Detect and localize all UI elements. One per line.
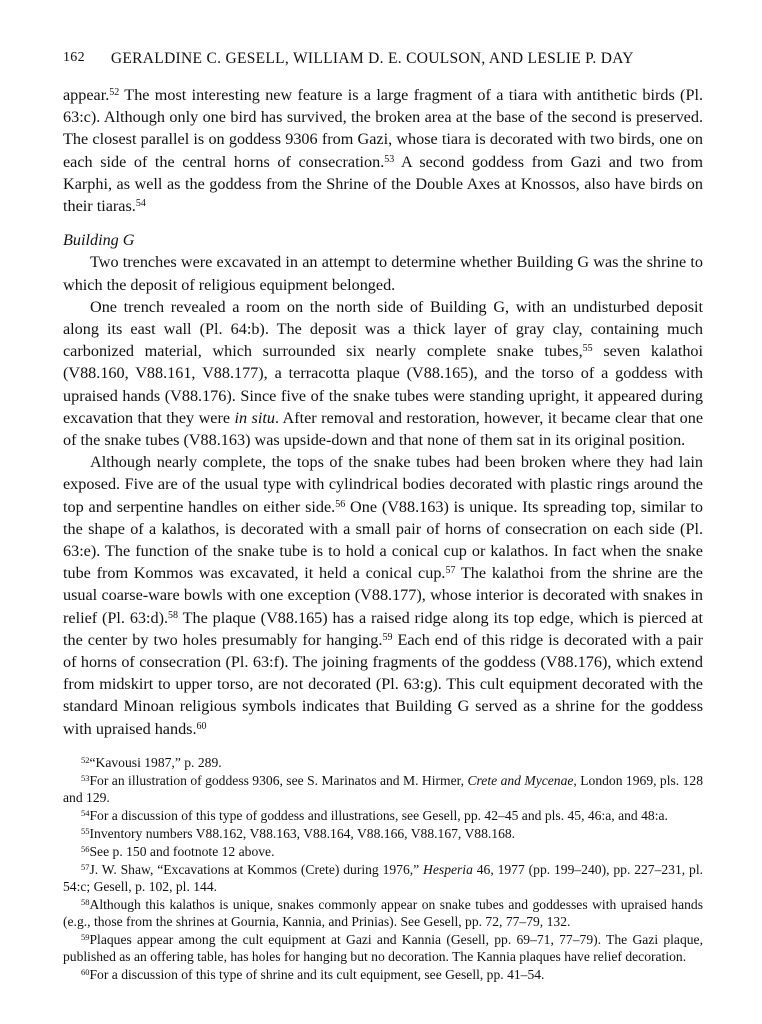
- footnote-59: $^{59}$Plaques appear among the cult equipment at Gazi and Kannia (Gesell, pp. 69–71, 77–79). The Gazi plaque, published as an offering table, has holes for hanging but no decoration. The Kannia plaques have relief decoration.: [63, 931, 703, 964]
- footnote-ref[interactable]: 59: [382, 631, 393, 643]
- footnote-54: $^{54}$For a discussion of this type of goddess and illustrations, see Gesell, pp. 42–45 and pls. 45, 46:a, and 48:a.: [81, 807, 668, 823]
- footnote-ref[interactable]: 56: [335, 498, 346, 510]
- footnote-ref[interactable]: 55: [582, 343, 593, 355]
- body-text: [63, 84, 703, 740]
- footnotes: [63, 754, 703, 983]
- running-head-authors: GERALDINE C. GESELL, WILLIAM D. E. COULSON, AND LESLIE P. DAY: [110, 50, 634, 67]
- footnote-ref[interactable]: 53: [384, 153, 395, 165]
- paragraph-snake-tubes: Although nearly complete, the tops of the snake tubes had been broken where they had lain exposed. Five are of the usual type with cylindrical bodies decorated with plastic rings around the top and serpentine handles on either side.$^{56}$ One (V88.163) is unique. Its spreading top, similar to the shape of a kalathos, is decorated with a small pair of horns of consecration on each side (Pl. 63:e). The function of the snake tube is to hold a conical cup or kalathos. In fact when the snake tube from Kommos was excavated, it held a conical cup.$^{57}$ The kalathoi from the shrine are the usual coarse-ware bowls with one exception (V88.177), whose interior is decorated with snakes in relief (Pl. 63:d).$^{58}$ The plaque (V88.165) has a raised ridge along its top edge, which is pierced at the center by two holes presumably for hanging.$^{59}$ Each end of this ridge is decorated with a pair of horns of consecration (Pl. 63:f). The joining fragments of the goddess (V88.176), which extend from midskirt to upper torso, are not decorated (Pl. 63:g). This cult equipment decorated with the standard Minoan religious symbols indicates that Building G served as a shrine for the goddess with upraised hands.$^{60}$: [63, 453, 703, 738]
- footnote-56: $^{56}$See p. 150 and footnote 12 above.: [81, 843, 275, 859]
- footnote-ref[interactable]: 60: [196, 720, 207, 732]
- footnote-ref[interactable]: 54: [135, 198, 146, 210]
- section-heading: Building G: [63, 231, 135, 250]
- paragraph-deposit: One trench revealed a room on the north side of Building G, with an undisturbed deposit along its east wall (Pl. 64:b). The deposit was a thick layer of gray clay, containing much carbonized material, which surrounded six nearly complete snake tubes,$^{55}$ seven kalathoi (V88.160, V88.161, V88.177), a terracotta plaque (V88.165), and the torso of a goddess with upraised hands (V88.176). Since five of the snake tubes were standing upright, it appeared during excavation that they were in situ. After removal and restoration, however, it became clear that one of the snake tubes (V88.163) was upside-down and that none of them sat in its original position.: [63, 297, 704, 450]
- footnote-60: $^{60}$For a discussion of this type of shrine and its cult equipment, see Gesell, pp. 41–54.: [81, 966, 545, 982]
- footnote-ref[interactable]: 58: [168, 609, 179, 621]
- footnote-58: $^{58}$Although this kalathos is unique, snakes commonly appear on snake tubes and goddesses with upraised hands (e.g., those from the shrines at Gournia, Kannia, and Prinias). See Gesell, pp. 72, 77–79, 132.: [63, 896, 703, 929]
- document-page: [63, 50, 703, 984]
- footnote-53: $^{53}$For an illustration of goddess 9306, see S. Marinatos and M. Hirmer, Crete and Mycenae, London 1969, pls. 128 and 129.: [63, 772, 703, 805]
- running-head: [63, 50, 703, 68]
- footnote-52: $^{52}$“Kavousi 1987,” p. 289.: [81, 754, 222, 770]
- footnote-57: $^{57}$J. W. Shaw, “Excavations at Kommos (Crete) during 1976,” Hesperia 46, 1977 (pp. 199–240), pp. 227–231, pl. 54:c; Gesell, p. 102, pl. 144.: [63, 861, 703, 894]
- page-number: 162: [63, 50, 85, 65]
- footnote-ref[interactable]: 52: [109, 87, 120, 98]
- footnote-ref[interactable]: 57: [445, 565, 456, 577]
- footnote-55: $^{55}$Inventory numbers V88.162, V88.163, V88.164, V88.166, V88.167, V88.168.: [81, 825, 516, 841]
- paragraph-tiara: appear.$^{52}$ The most interesting new feature is a large fragment of a tiara with antithetic birds (Pl. 63:c). Although only one bird has survived, the broken area at the base of the second is preserved. The closest parallel is on goddess 9306 from Gazi, whose tiara is decorated with two birds, one on each side of the central horns of consecration.$^{53}$ A second goddess from Gazi and two from Karphi, as well as the goddess from the Shrine of the Double Axes at Knossos, also have birds on their tiaras.$^{54}$: [63, 86, 703, 216]
- paragraph-trenches: Two trenches were excavated in an attempt to determine whether Building G was the shrine to which the deposit of religious equipment belonged.: [63, 253, 703, 294]
